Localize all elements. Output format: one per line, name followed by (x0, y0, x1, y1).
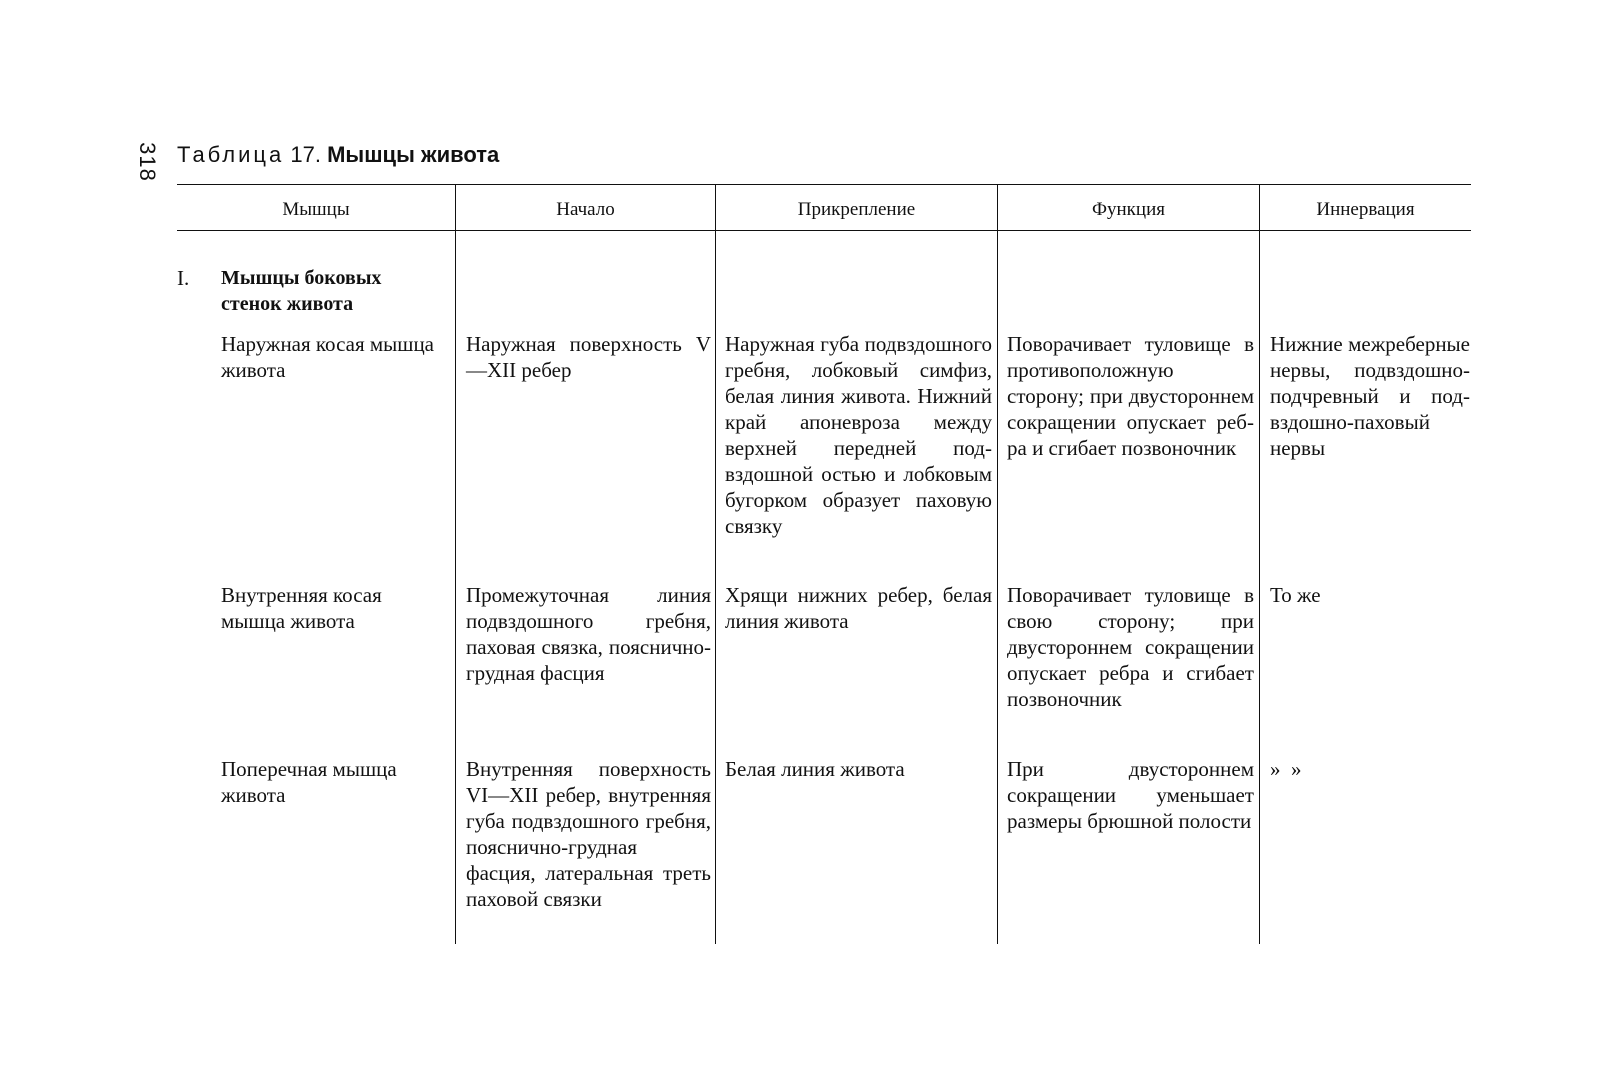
row-2-origin: Промежуточная линия подвздошного гребня, паховая связка, пояснично-грудная фасция (466, 583, 711, 685)
row-3-origin: Внутренняя поверхность VI—XII ребер, внутренняя губа подвздошного гребня, пояснично-грудная фасция, латеральная треть паховой связки (466, 757, 711, 911)
caption-number: 17. (290, 142, 321, 167)
row-2-function: Поворачивает туловище в свою сторону; при двустороннем сокращении опускает ребра и сгибает позвоночник (1007, 583, 1254, 711)
caption-label: Таблица (177, 142, 285, 167)
row-3-function: При двустороннем сокращении уменьшает размеры брюшной полости (1007, 757, 1254, 833)
row-3-insertion: Белая линия живота (725, 757, 905, 781)
column-divider (997, 231, 998, 944)
row-1-function: Поворачивает туловище в противоположную сторону; при двустороннем сокращении опускает ребра и сгибает позвоночник (1007, 332, 1254, 460)
row-2-insertion: Хрящи нижних ребер, белая линия живота (725, 583, 992, 633)
page-number: 318 (135, 142, 160, 182)
row-1-innervation: Нижние межреберные нервы, подвздошно-подчревный и подвздошно-паховый нервы (1270, 332, 1470, 460)
table-caption (177, 141, 499, 169)
row-1-muscle: Наружная косая мышца живота (221, 332, 435, 382)
row-2-muscle: Внутренняя косая мышца живота (221, 583, 382, 633)
row-3-innervation: » » (1270, 757, 1302, 781)
column-header-muscles: Мышцы (282, 199, 350, 220)
section-title: Мышцы боковых стенок живота (221, 267, 382, 315)
column-header-innervation: Иннервация (1316, 199, 1415, 220)
column-divider (715, 231, 716, 944)
table-top-rule (177, 184, 1471, 185)
row-1-insertion: Наружная губа подвздошного гребня, лобковый симфиз, белая линия живота. Нижний край апоневроза между верхней передней подвздошной остью и лобковым бугорком образует паховую связку (725, 332, 992, 538)
section-number: I. (177, 266, 190, 290)
caption-title: Мышцы живота (327, 142, 500, 167)
column-header-insertion: Прикрепление (797, 199, 916, 220)
row-1-origin: Наружная поверхность V—XII ребер (466, 332, 711, 382)
row-3-muscle: Поперечная мышца живота (221, 757, 397, 807)
column-divider (455, 231, 456, 944)
column-divider (1259, 231, 1260, 944)
column-header-origin: Начало (556, 199, 615, 220)
header-bottom-rule (177, 230, 1471, 231)
row-2-innervation: То же (1270, 583, 1321, 607)
column-header-function: Функция (1092, 199, 1165, 220)
